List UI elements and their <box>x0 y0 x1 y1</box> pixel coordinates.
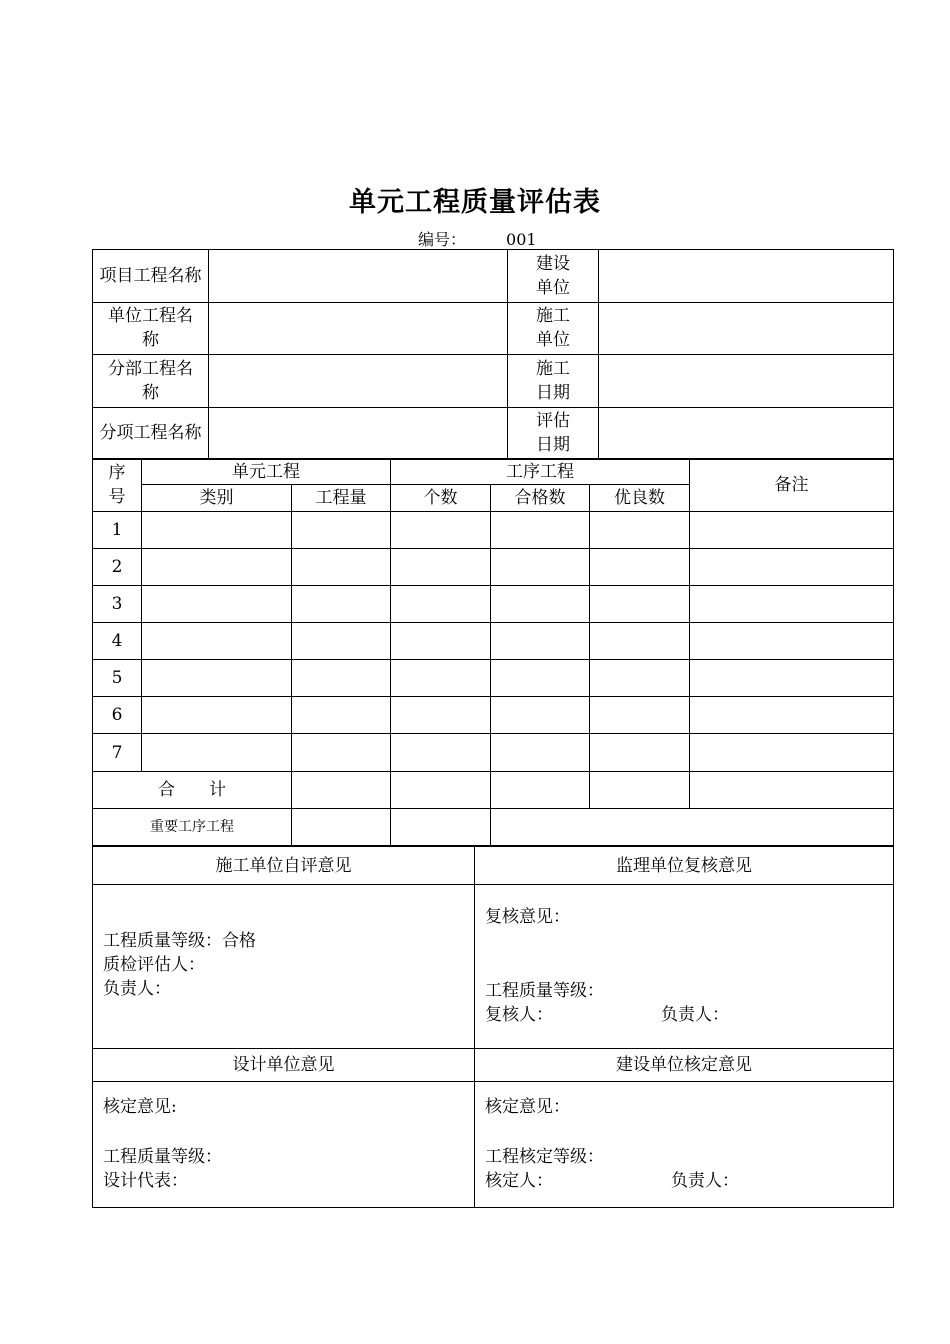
signature-line <box>485 1169 893 1193</box>
opinion-table <box>92 846 894 1208</box>
info-row <box>93 355 894 408</box>
design-representative-line: 设计代表： <box>103 1171 188 1191</box>
info-value-cell[interactable] <box>599 302 894 355</box>
data-cell[interactable] <box>391 512 491 549</box>
data-cell[interactable] <box>491 697 590 734</box>
data-cell[interactable] <box>590 697 690 734</box>
row-number: 5 <box>93 660 142 697</box>
data-cell[interactable] <box>292 772 391 809</box>
signature-line <box>485 1003 893 1027</box>
row-number: 4 <box>93 623 142 660</box>
construction-self-eval-body[interactable] <box>93 885 475 1049</box>
project-info-table <box>92 249 894 460</box>
inspector-line: 质检评估人： <box>103 955 205 975</box>
data-cell[interactable] <box>391 772 491 809</box>
data-cell[interactable] <box>391 734 491 772</box>
approval-grade-line: 工程核定等级： <box>485 1147 604 1167</box>
info-value-cell[interactable] <box>209 302 508 355</box>
data-cell[interactable] <box>142 549 292 586</box>
table-row <box>93 660 894 697</box>
table-row <box>93 512 894 549</box>
info-label: 分项工程名称 <box>93 407 209 460</box>
review-opinion-line: 复核意见： <box>485 907 570 927</box>
data-cell[interactable] <box>292 512 391 549</box>
info-value-cell[interactable] <box>599 250 894 303</box>
data-cell[interactable] <box>590 772 690 809</box>
data-cell[interactable] <box>491 809 894 846</box>
owner-approval-heading: 建设单位核定意见 <box>475 1049 894 1082</box>
info-label: 施工日期 <box>508 355 599 408</box>
data-cell[interactable] <box>391 549 491 586</box>
info-row <box>93 302 894 355</box>
reviewer-label: 复核人： <box>485 1005 553 1025</box>
info-value-cell[interactable] <box>209 250 508 303</box>
count-header: 个数 <box>391 485 491 512</box>
header-row <box>93 459 894 485</box>
seq-header: 序号 <box>93 459 142 512</box>
serial-number <box>418 227 537 250</box>
important-process-row <box>93 809 894 846</box>
design-opinion-heading: 设计单位意见 <box>93 1049 475 1082</box>
owner-approval-body[interactable] <box>475 1082 894 1208</box>
qualified-count-header: 合格数 <box>491 485 590 512</box>
info-value-cell[interactable] <box>599 355 894 408</box>
data-cell[interactable] <box>690 512 894 549</box>
opinion-body-row <box>93 885 894 1049</box>
data-cell[interactable] <box>491 549 590 586</box>
table-row <box>93 623 894 660</box>
data-cell[interactable] <box>142 734 292 772</box>
info-value-cell[interactable] <box>209 355 508 408</box>
data-cell[interactable] <box>690 772 894 809</box>
data-cell[interactable] <box>292 586 391 623</box>
data-cell[interactable] <box>292 809 391 846</box>
info-label: 建设单位 <box>508 250 599 303</box>
data-cell[interactable] <box>391 623 491 660</box>
info-label: 项目工程名称 <box>93 250 209 303</box>
quality-grade-line: 工程质量等级： <box>103 1147 222 1167</box>
row-number: 1 <box>93 512 142 549</box>
unit-project-header: 单元工程 <box>142 459 391 485</box>
data-cell[interactable] <box>690 734 894 772</box>
responsible-person-label: 负责人： <box>671 1171 739 1191</box>
process-project-header: 工序工程 <box>391 459 690 485</box>
row-number: 7 <box>93 734 142 772</box>
approval-opinion-line: 核定意见： <box>485 1097 570 1117</box>
data-cell[interactable] <box>391 809 491 846</box>
opinion-header-row <box>93 847 894 885</box>
data-cell[interactable] <box>590 586 690 623</box>
blank-space <box>103 1119 474 1145</box>
data-cell[interactable] <box>690 549 894 586</box>
data-cell[interactable] <box>590 549 690 586</box>
info-value-cell[interactable] <box>209 407 508 460</box>
data-cell[interactable] <box>690 586 894 623</box>
info-label: 施工单位 <box>508 302 599 355</box>
data-cell[interactable] <box>292 623 391 660</box>
row-number: 3 <box>93 586 142 623</box>
supervision-review-body[interactable] <box>475 885 894 1049</box>
construction-self-eval-heading: 施工单位自评意见 <box>93 847 475 885</box>
total-label: 合 计 <box>93 772 292 809</box>
serial-number-label: 编号： <box>418 230 467 249</box>
data-cell[interactable] <box>491 660 590 697</box>
data-cell[interactable] <box>142 623 292 660</box>
data-cell[interactable] <box>590 660 690 697</box>
row-number: 2 <box>93 549 142 586</box>
data-cell[interactable] <box>142 586 292 623</box>
data-cell[interactable] <box>491 734 590 772</box>
document-title: 单元工程质量评估表 <box>349 187 601 218</box>
quality-grade-line: 工程质量等级： <box>485 981 604 1001</box>
approver-label: 核定人： <box>485 1171 553 1191</box>
data-cell[interactable] <box>142 660 292 697</box>
blank-space <box>485 929 893 979</box>
opinion-body-row <box>93 1082 894 1208</box>
data-cell[interactable] <box>292 660 391 697</box>
responsible-person-line: 负责人： <box>103 979 171 999</box>
info-label: 分部工程名称 <box>93 355 209 408</box>
approval-opinion-line: 核定意见: <box>103 1097 177 1117</box>
unit-project-table <box>92 458 894 846</box>
info-row <box>93 407 894 460</box>
data-cell[interactable] <box>491 512 590 549</box>
info-value-cell[interactable] <box>599 407 894 460</box>
data-cell[interactable] <box>391 660 491 697</box>
info-label: 评估日期 <box>508 407 599 460</box>
responsible-person-label: 负责人： <box>661 1005 729 1025</box>
category-header: 类别 <box>142 485 292 512</box>
remarks-header: 备注 <box>690 459 894 512</box>
important-process-label: 重要工序工程 <box>93 809 292 846</box>
serial-number-value: 001 <box>506 230 537 249</box>
data-cell[interactable] <box>690 660 894 697</box>
data-cell[interactable] <box>142 697 292 734</box>
data-cell[interactable] <box>491 772 590 809</box>
table-row <box>93 586 894 623</box>
table-row <box>93 549 894 586</box>
table-row <box>93 734 894 772</box>
data-cell[interactable] <box>690 697 894 734</box>
quantity-header: 工程量 <box>292 485 391 512</box>
data-cell[interactable] <box>491 623 590 660</box>
data-cell[interactable] <box>590 623 690 660</box>
data-cell[interactable] <box>292 697 391 734</box>
excellent-count-header: 优良数 <box>590 485 690 512</box>
data-cell[interactable] <box>590 512 690 549</box>
design-opinion-body[interactable] <box>93 1082 475 1208</box>
data-cell[interactable] <box>491 586 590 623</box>
data-cell[interactable] <box>142 512 292 549</box>
table-row <box>93 697 894 734</box>
data-cell[interactable] <box>391 697 491 734</box>
data-cell[interactable] <box>590 734 690 772</box>
info-row <box>93 250 894 303</box>
data-cell[interactable] <box>292 549 391 586</box>
quality-grade-line: 工程质量等级：合格 <box>103 931 256 951</box>
info-label: 单位工程名称 <box>93 302 209 355</box>
row-number: 6 <box>93 697 142 734</box>
data-cell[interactable] <box>391 586 491 623</box>
data-cell[interactable] <box>292 734 391 772</box>
supervision-review-heading: 监理单位复核意见 <box>475 847 894 885</box>
blank-space <box>485 1119 893 1145</box>
total-row <box>93 772 894 809</box>
opinion-header-row <box>93 1049 894 1082</box>
data-cell[interactable] <box>690 623 894 660</box>
